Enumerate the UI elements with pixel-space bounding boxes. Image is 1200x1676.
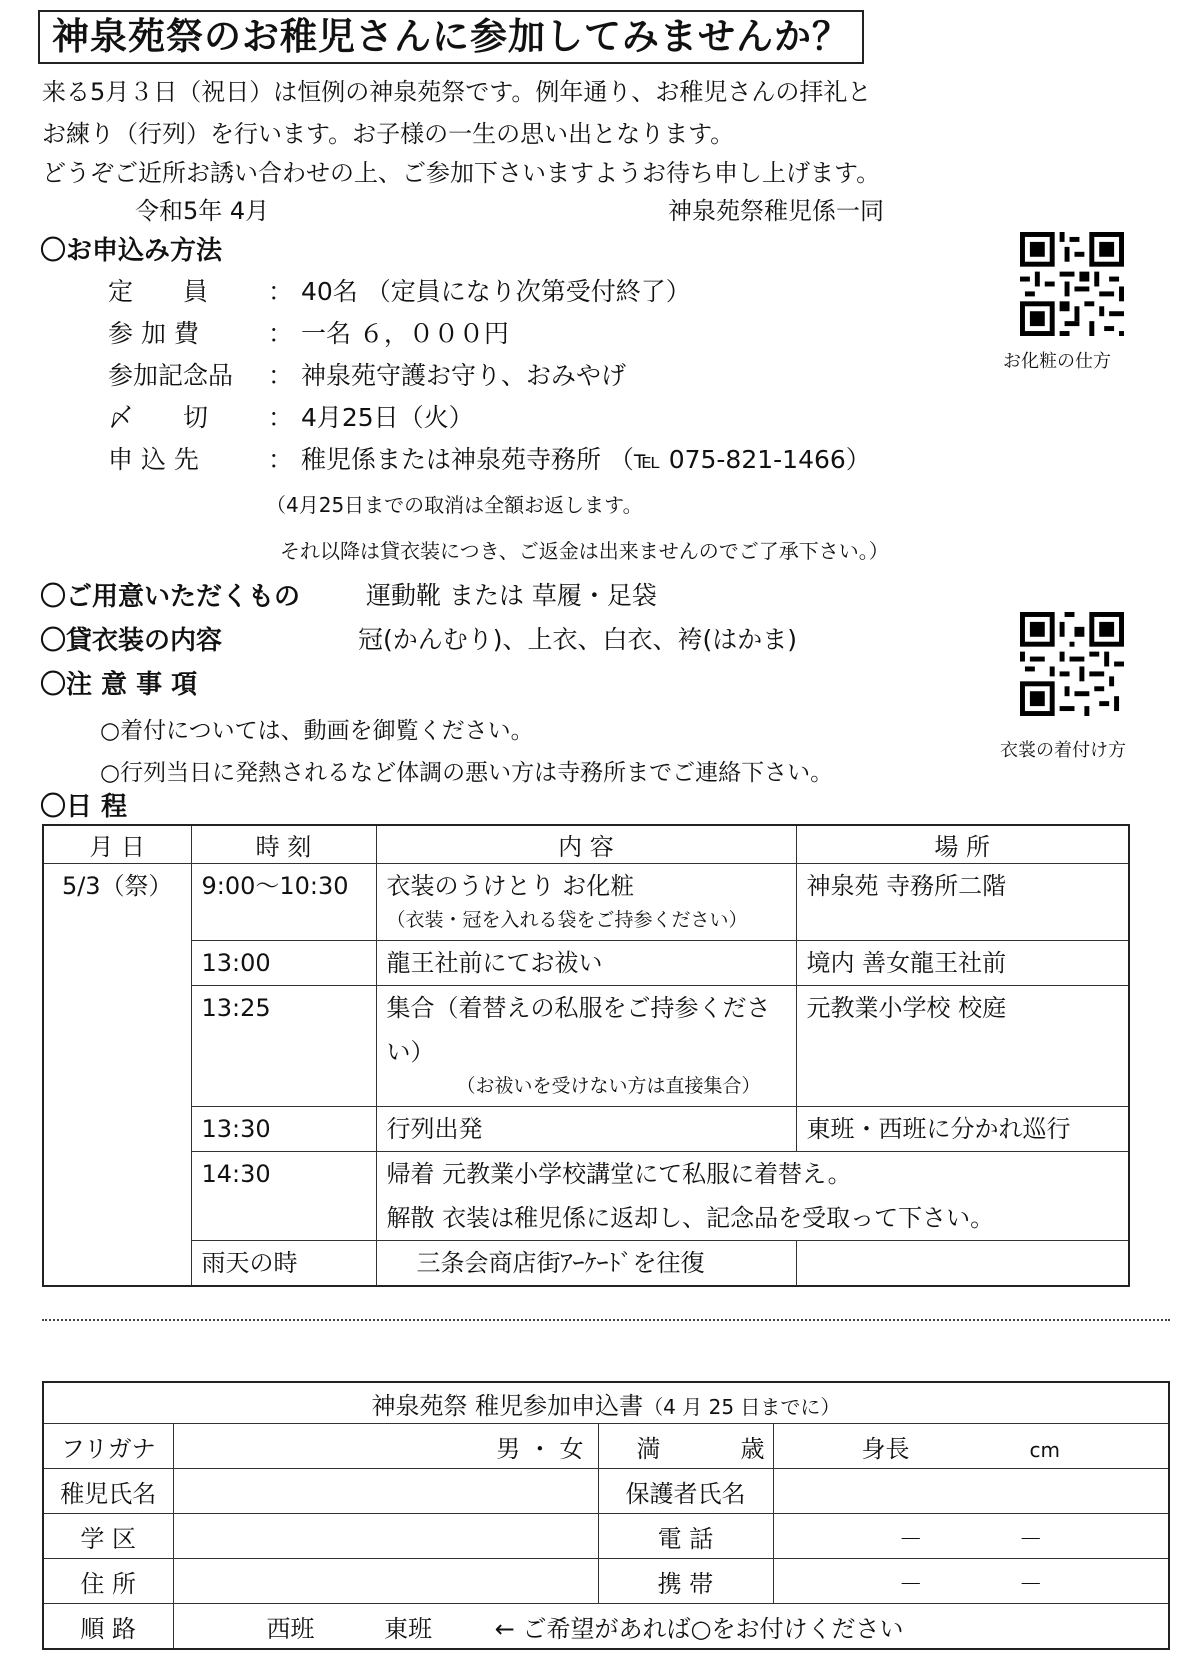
row-time: 9:00～10:30 [191,864,376,941]
header-date: 月 日 [43,825,191,864]
form-title: 神泉苑祭 稚児参加申込書（4 月 25 日までに） [43,1382,1169,1424]
route-label: 順 路 [43,1604,173,1650]
table-row [43,986,1129,1107]
table-row [43,941,1129,986]
row-time: 雨天の時 [191,1241,376,1287]
row-place: 元教業小学校 校庭 [796,986,1129,1107]
row-time: 13:30 [191,1107,376,1152]
row-subnote: （衣装・冠を入れる袋をご持参ください） [386,909,748,931]
intro-line-1: 来る5月３日（祝日）は恒例の神泉苑祭です。例年通り、お稚児さんの拝礼と [42,78,872,106]
schedule-header-row [43,825,1129,864]
fee-value: ： 一名 ６，０００円 [268,319,509,348]
sender: 神泉苑祭稚児係一同 [668,197,884,225]
row-time: 13:25 [191,986,376,1107]
deadline-label: 〆 切 [108,403,209,432]
header-content: 内 容 [376,825,796,864]
row-content: 三条会商店街ｱｰｹｰﾄﾞを往復 [376,1241,796,1287]
form-row-furigana [43,1424,1169,1469]
row-content: 行列出発 [376,1107,796,1152]
form-row-name [43,1469,1169,1514]
route-options [173,1604,1169,1650]
route-east-option[interactable]: 東班 [384,1614,433,1643]
row-subnote: （お祓いを受けない方は直接集合） [456,1075,761,1097]
application-form [42,1381,1170,1650]
fee-label: 参 加 費 [108,319,199,348]
costume-value: 冠(かんむり)、上衣、白衣、袴(はかま) [358,625,798,654]
contact-label: 申 込 先 [108,445,199,474]
schedule-heading: 〇日 程 [40,792,128,822]
row-place: 境内 善女龍王社前 [796,941,1129,986]
row-place [796,1241,1129,1287]
table-row [43,1152,1129,1241]
capacity-label: 定 員 [108,277,209,306]
phone-label: 電 話 [598,1514,773,1559]
row-time: 13:00 [191,941,376,986]
child-name-input[interactable] [173,1469,598,1514]
row-content: 帰着 元教業小学校講堂にて私服に着替え。 解散 衣装は稚児係に返却し、記念品を受取って下さい。 [376,1152,1129,1241]
issue-date: 令和5年 4月 [135,197,270,225]
notice-item-2: ○行列当日に発熱されるなど体調の悪い方は寺務所までご連絡下さい。 [100,760,834,786]
age-field[interactable]: 満 歳 [598,1424,773,1469]
header-time: 時 刻 [191,825,376,864]
cut-line [42,1319,1170,1321]
capacity-value: ： 40名 （定員になり次第受付終了） [268,277,691,306]
gift-value: ： 神泉苑守護お守り、おみやげ [268,361,626,390]
phone-input[interactable]: － － [773,1514,1169,1559]
contact-value: ： 稚児係または神泉苑寺務所 （℡ 075-821-1466） [268,445,871,474]
table-row [43,864,1129,941]
form-row-route [43,1604,1169,1650]
table-row [43,1241,1129,1287]
table-row [43,1107,1129,1152]
makeup-qr-code[interactable] [1020,232,1124,340]
qr-code-icon [1020,612,1124,716]
guardian-name-input[interactable] [773,1469,1169,1514]
district-label: 学 区 [43,1514,173,1559]
district-input[interactable] [173,1514,598,1559]
address-input[interactable] [173,1559,598,1604]
intro-line-2: お練り（行列）を行います。お子様の一生の思い出となります。 [42,120,735,148]
deadline-value: ： 4月25日（火） [268,403,474,432]
height-field[interactable]: 身長 cm [773,1424,1169,1469]
intro-line-3: どうぞご近所お誘い合わせの上、ご参加下さいますようお待ち申し上げます。 [42,159,881,187]
qr-code-icon [1020,232,1124,336]
route-west-option[interactable]: 西班 [266,1614,315,1643]
dressing-qr-caption: 衣裳の着付け方 [1000,740,1126,761]
guardian-name-label: 保護者氏名 [598,1469,773,1514]
row-content: 龍王社前にてお祓い [376,941,796,986]
row-content: 衣装のうけとり お化粧 （衣装・冠を入れる袋をご持参ください） [376,864,796,941]
schedule-table [42,824,1130,1287]
mobile-label: 携 帯 [598,1559,773,1604]
notice-item-1: ○着付については、動画を御覧ください。 [100,718,534,744]
prepare-value: 運動靴 または 草履・足袋 [366,581,657,610]
cancel-note-2: それ以降は貸衣装につき、ご返金は出来ませんのでご了承下さい。） [280,539,889,563]
row-time: 14:30 [191,1152,376,1241]
notice-heading: 〇注 意 事 項 [40,670,198,700]
schedule-date: 5/3（祭） [43,864,191,1287]
dressing-qr-code[interactable] [1020,612,1124,720]
prepare-heading: 〇ご用意いただくもの [40,582,301,612]
address-label: 住 所 [43,1559,173,1604]
mobile-input[interactable]: － － [773,1559,1169,1604]
costume-heading: 〇貸衣装の内容 [40,626,223,656]
apply-heading: 〇お申込み方法 [40,236,223,266]
makeup-qr-caption: お化粧の仕方 [1003,351,1111,372]
gender-field[interactable]: 男 ・ 女 [173,1424,598,1469]
page-title: 神泉苑祭のお稚児さんに参加してみませんか？ [38,10,864,64]
form-row-address [43,1559,1169,1604]
child-name-label: 稚児氏名 [43,1469,173,1514]
row-content: 集合（着替えの私服をご持参ください） （お祓いを受けない方は直接集合） [376,986,796,1107]
route-note: ← ご希望があれば○をお付けください [494,1614,904,1643]
form-row-district [43,1514,1169,1559]
furigana-label: フリガナ [43,1424,173,1469]
row-place: 東班・西班に分かれ巡行 [796,1107,1129,1152]
row-place: 神泉苑 寺務所二階 [796,864,1129,941]
form-title-row [43,1382,1169,1424]
header-place: 場 所 [796,825,1129,864]
cancel-note-1: （4月25日までの取消は全額お返します。 [266,493,643,517]
gift-label: 参加記念品 [108,361,234,390]
